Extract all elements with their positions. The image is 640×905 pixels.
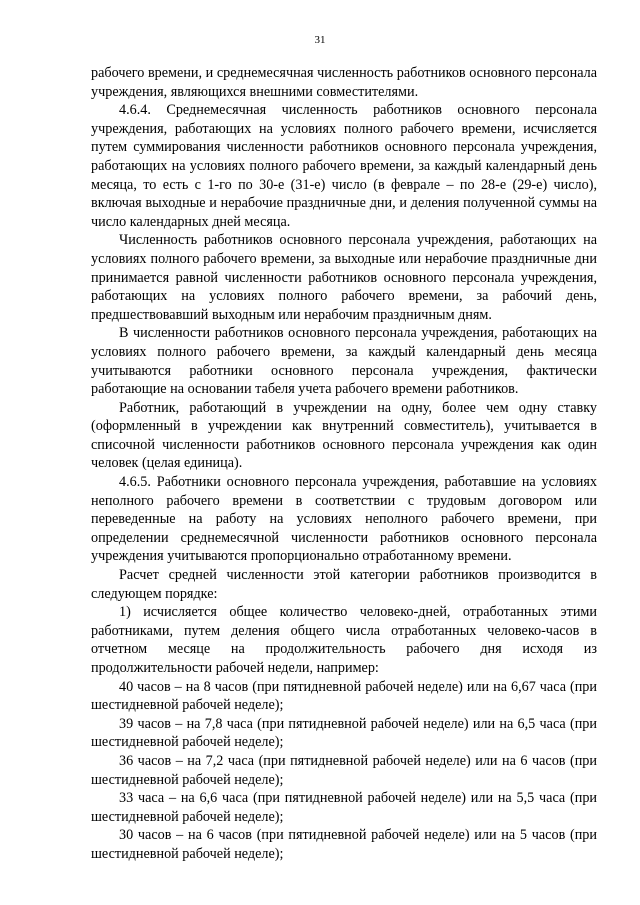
example-line-36-hours: 36 часов – на 7,2 часа (при пятидневной рабочей неделе) или на 6 часов (при шестидневной рабочей неделе); xyxy=(91,752,597,788)
paragraph-4-6-4: 4.6.4. Среднемесячная численность работников основного персонала учреждения, работающих на условиях полного рабочего времени, исчисляется путем суммирования численности работников основного персонала учреждения, работающих на условиях полного рабочего времени, за каждый календарный день месяца, то есть с 1-го по 30-е (31-е) число (в феврале – по 28-е (29-е) число), включая выходные и нерабочие праздничные дни, и деления полученной суммы на число календарных дней месяца. xyxy=(91,102,597,230)
paragraph: рабочего времени, и среднемесячная численность работников основного персонала учреждения, являющихся внешними совместителями. xyxy=(91,65,597,100)
paragraph: Расчет средней численности этой категории работников производится в следующем порядке: xyxy=(91,567,597,602)
page-number: 31 xyxy=(314,34,326,46)
list-item-1: 1) исчисляется общее количество человеко-дней, отработанных этими работниками, путем деления общего числа отработанных человеко-часов в отчетном месяце на продолжительность рабочего дня исходя из продолжительности рабочей недели, например: xyxy=(91,604,597,676)
paragraph: Работник, работающий в учреждении на одну, более чем одну ставку (оформленный в учреждении как внутренний совместитель), учитывается в списочной численности работников основного персонала учреждения как один человек (целая единица). xyxy=(91,399,597,472)
paragraph: В численности работников основного персонала учреждения, работающих на условиях полного рабочего времени, за каждый календарный день месяца учитываются работники основного персонала учреждения, фактически работающие на основании табеля учета рабочего времени работников. xyxy=(91,325,597,398)
example-line-30-hours: 30 часов – на 6 часов (при пятидневной рабочей неделе) или на 5 часов (при шестидневной рабочей неделе); xyxy=(91,827,597,862)
body-text xyxy=(91,64,597,864)
paragraph: Численность работников основного персонала учреждения, работающих на условиях полного рабочего времени, за выходные или нерабочие праздничные дни принимается равной численности работников основного персонала учреждения, работающих на условиях полного рабочего времени, за рабочий день, предшествовавший выходным или нерабочим праздничным дням. xyxy=(91,232,597,323)
example-line-33-hours: 33 часа – на 6,6 часа (при пятидневной рабочей неделе) или на 5,5 часа (при шестидневной рабочей неделе); xyxy=(91,790,597,825)
example-line-40-hours: 40 часов – на 8 часов (при пятидневной рабочей неделе) или на 6,67 часа (при шестидневной рабочей неделе); xyxy=(91,678,597,714)
example-line-39-hours: 39 часов – на 7,8 часа (при пятидневной рабочей неделе) или на 6,5 часа (при шестидневной рабочей неделе); xyxy=(91,715,597,751)
paragraph-4-6-5: 4.6.5. Работники основного персонала учреждения, работавшие на условиях неполного рабочего времени в соответствии с трудовым договором или переведенные на работу на условиях неполного рабочего времени, при определении среднемесячной численности работников основного персонала учреждения учитываются пропорционально отработанному времени. xyxy=(91,474,597,565)
